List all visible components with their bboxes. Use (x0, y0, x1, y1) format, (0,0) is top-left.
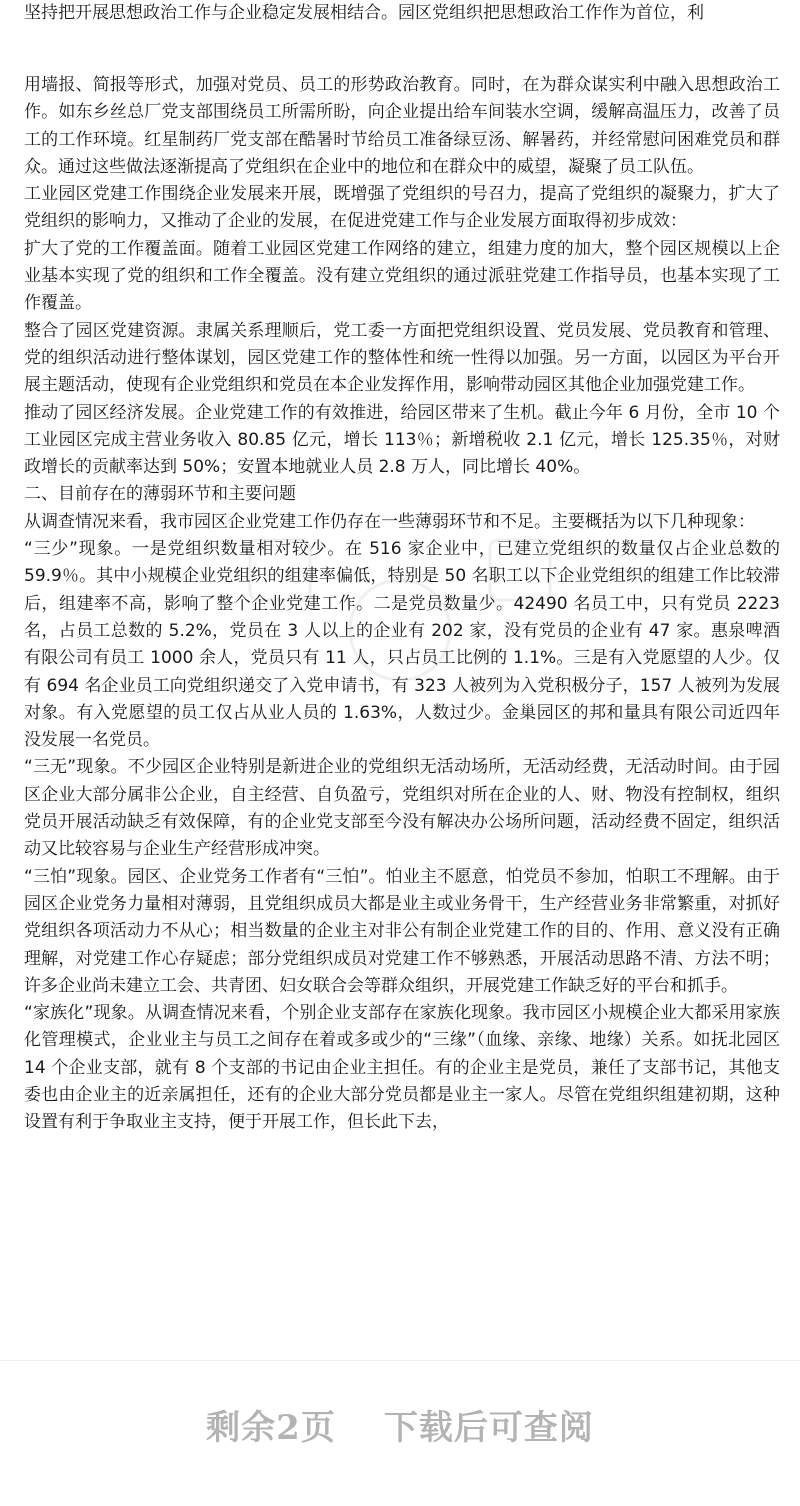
section-heading: 二、目前存在的薄弱环节和主要问题 (24, 484, 296, 505)
download-to-view-label[interactable]: 下载后可查阅 (383, 1408, 594, 1448)
paragraph: “三少”现象。一是党组织数量相对较少。在 516 家企业中，已建立党组织的数量仅占企业总数的 59.9％。其中小规模企业党组织的组建率偏低，特别是 50 名职工以下企业党组织的组建工作比较滞后，组建率不高，影响了整个企业党建工作。二是党员数量少。42490 名员工中，只有党员 2223 名，占员工总数的 5.2%，党员在 3 人以上的企业有 202 家，没有党员的企业有 47 家。惠泉啤酒有限公司有员工 1000 余人，党员只有 11 人，只占员工比例的 1.1%。三是有入党愿望的人少。仅有 694 名企业员工向党组织递交了入党申请书，有 323 人被列为入党积极分子，157 人被列为发展对象。有入党愿望的员工仅占从业人员的 1.63%，人数过少。金巢园区的邦和量具有限公司近四年没发展一名党员。 (24, 539, 780, 751)
paragraph: 整合了园区党建资源。隶属关系理顺后，党工委一方面把党组织设置、党员发展、党员教育和管理、党的组织活动进行整体谋划，园区党建工作的整体性和统一性得以加强。另一方面，以园区为平台开展主题活动，使现有企业党组织和党员在本企业发挥作用，影响带动园区其他企业加强党建工作。 (24, 320, 780, 396)
document-body (24, 72, 780, 1137)
remaining-pages-label[interactable]: 剩余2页 (206, 1408, 336, 1448)
paragraph: “三无”现象。不少园区企业特别是新进企业的党组织无活动场所，无活动经费，无活动时间。由于园区企业大部分属非公企业，自主经营、自负盈亏，党组织对所在企业的人、财、物没有控制权，组织党员开展活动缺乏有效保障，有的企业党支部至今没有解决办公场所问题，活动经费不固定，组织活动又比较容易与企业生产经营形成冲突。 (24, 757, 780, 860)
paragraph: “三怕”现象。园区、企业党务工作者有“三怕”。怕业主不愿意，怕党员不参加，怕职工不理解。由于园区企业党务力量相对薄弱，且党组织成员大都是业主或业务骨干，生产经营业务非常繁重，对抓好党组织各项活动力不从心；相当数量的企业主对非公有制企业党建工作的目的、作用、意义没有正确理解，对党建工作心存疑虑；部分党组织成员对党建工作不够熟悉，开展活动思路不清、方法不明；许多企业尚未建立工会、共青团、妇女联合会等群众组织，开展党建工作缺乏好的平台和抓手。 (24, 866, 780, 996)
paragraph: 工业园区党建工作围绕企业发展来开展，既增强了党组织的号召力，提高了党组织的凝聚力，扩大了党组织的影响力，又推动了企业的发展，在促进党建工作与企业发展方面取得初步成效： (24, 184, 780, 232)
paragraph: 从调查情况来看，我市园区企业党建工作仍存在一些薄弱环节和不足。主要概括为以下几种现象： (24, 511, 755, 532)
paragraph: 扩大了党的工作覆盖面。随着工业园区党建工作网络的建立，组建力度的加大，整个园区规模以上企业基本实现了党的组织和工作全覆盖。没有建立党组织的通过派驻党建工作指导员，也基本实现了工作覆盖。 (24, 238, 780, 314)
paragraph: 推动了园区经济发展。企业党建工作的有效推进，给园区带来了生机。截止今年 6 月份，全市 10 个工业园区完成主营业务收入 80.85 亿元，增长 113％；新增税收 2.1 亿元，增长 125.35％，对财政增长的贡献率达到 50%；安置本地就业人员 2.8 万人，同比增长 40%。 (24, 402, 780, 478)
page-top-line: 坚持把开展思想政治工作与企业稳定发展相结合。园区党组织把思想政治工作作为首位，利 (24, 3, 704, 23)
paragraph: 用墙报、简报等形式，加强对党员、员工的形势政治教育。同时，在为群众谋实利中融入思想政治工作。如东乡丝总厂党支部围绕员工所需所盼，向企业提出给车间装水空调，缓解高温压力，改善了员工的工作环境。红星制药厂党支部在酷暑时节给员工准备绿豆汤、解暑药，并经常慰问困难党员和群众。通过这些做法逐渐提高了党组织在企业中的地位和在群众中的威望，凝聚了员工队伍。 (24, 75, 780, 177)
paragraph: “家族化”现象。从调查情况来看，个别企业支部存在家族化现象。我市园区小规模企业大都采用家族化管理模式，企业业主与员工之间存在着或多或少的“三缘”（血缘、亲缘、地缘）关系。如抚北园区 14 个企业支部，就有 8 个支部的书记由企业主担任。有的企业主是党员，兼任了支部书记，其他支委也由企业主的近亲属担任，还有的企业大部分党员都是业主一家人。尽管在党组织组建初期，这种设置有利于争取业主支持，便于开展工作，但长此下去， (24, 1003, 780, 1133)
download-prompt[interactable] (0, 1400, 800, 1449)
footer-divider (0, 1360, 800, 1361)
